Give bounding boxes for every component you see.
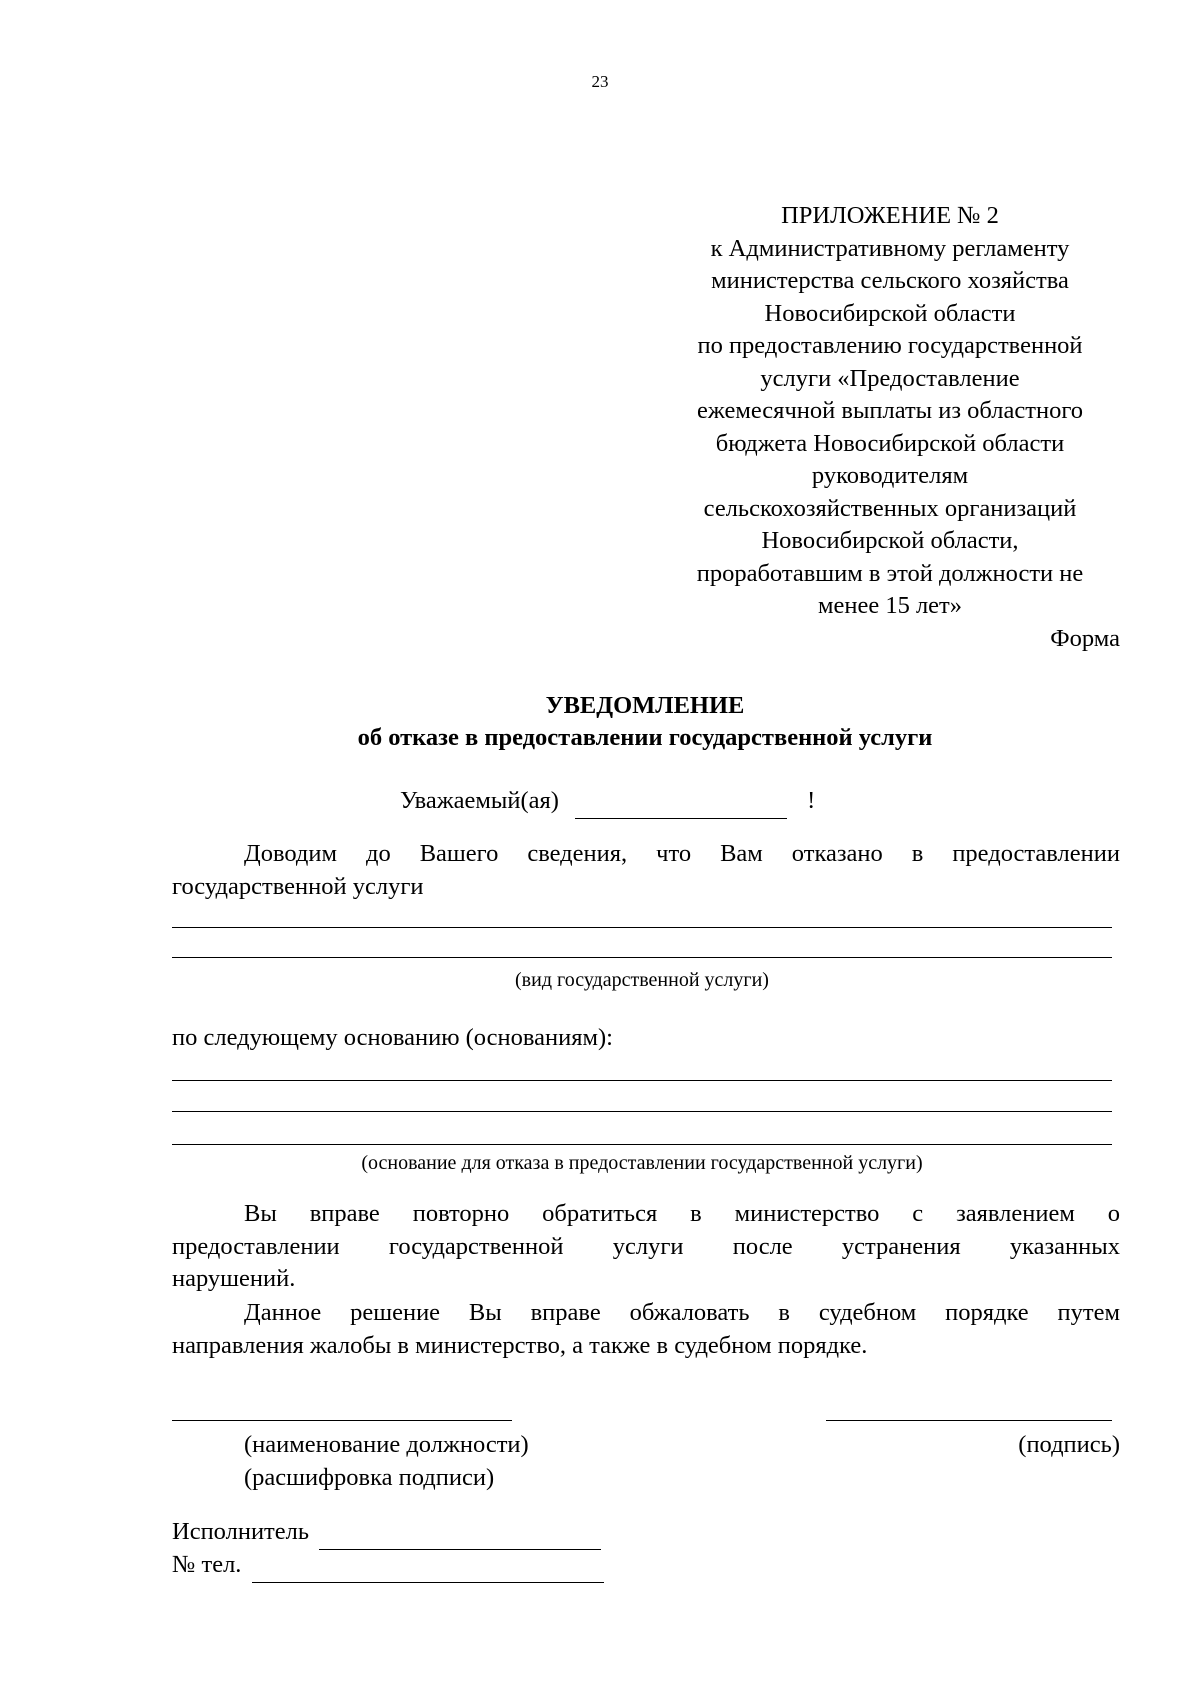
repeat-line-2: предоставлении государственной услуги после устранения указанных — [172, 1232, 1120, 1260]
executor-label: Исполнитель — [172, 1518, 310, 1545]
appendix-line: министерства сельского хозяйства — [711, 267, 1069, 294]
notice-title: УВЕДОМЛЕНИЕ — [545, 692, 745, 719]
signature-label: (подпись) — [1018, 1431, 1120, 1458]
service-caption: (вид государственной услуги) — [515, 969, 769, 991]
notice-line-1: Доводим до Вашего сведения, что Вам отказано в предоставлении — [244, 840, 1120, 867]
reason-blank-line-3 — [172, 1144, 1112, 1145]
appendix-line: Новосибирской области — [764, 299, 1016, 327]
appendix-line: ежемесячной выплаты из областного — [696, 397, 1084, 424]
appendix-line: услуги «Предоставление — [760, 364, 1020, 392]
appendix-line: руководителям — [811, 462, 969, 489]
appendix-line: сельскохозяйственных организаций — [703, 494, 1077, 522]
phone-blank — [252, 1549, 604, 1583]
greeting — [400, 785, 900, 819]
reason-label: по следующему основанию (основаниям): — [172, 1024, 613, 1051]
notice-subtitle: об отказе в предоставлении государственной услуги — [357, 724, 933, 751]
position-signature-line — [172, 1420, 512, 1421]
position-label: (наименование должности) — [244, 1431, 529, 1458]
phone-row — [172, 1549, 1120, 1583]
executor-blank — [319, 1516, 601, 1550]
appendix-line: по предоставлению государственной — [697, 332, 1083, 359]
appendix-title: ПРИЛОЖЕНИЕ № 2 — [781, 202, 999, 229]
appeal-line-1: Данное решение Вы вправе обжаловать в судебном порядке путем — [244, 1299, 1120, 1326]
reason-blank-line-1 — [172, 1080, 1112, 1081]
appendix-line: Новосибирской области, — [761, 527, 1019, 554]
reason-blank-line-2 — [172, 1111, 1112, 1112]
appendix-line: к Административному регламенту — [710, 234, 1070, 262]
greeting-end: ! — [807, 787, 816, 814]
decoding-label: (расшифровка подписи) — [244, 1464, 495, 1491]
service-blank-line-2 — [172, 957, 1112, 958]
page-number: 23 — [591, 72, 609, 91]
notice-line-2: государственной услуги — [172, 872, 424, 900]
executor-row — [172, 1516, 1120, 1550]
appeal-line-2: направления жалобы в министерство, а также в судебном порядке. — [172, 1331, 868, 1359]
notice-title-block — [170, 690, 1120, 754]
repeat-line-3: нарушений. — [172, 1265, 296, 1292]
appendix-line: проработавшим в этой должности не — [696, 559, 1084, 587]
phone-label: № тел. — [172, 1551, 242, 1578]
appendix-line: бюджета Новосибирской области — [715, 429, 1065, 457]
notice-paragraph — [172, 838, 1120, 903]
service-blank-line-1 — [172, 927, 1112, 928]
signature-line — [826, 1420, 1112, 1421]
repeat-paragraph — [172, 1198, 1120, 1296]
appendix-header — [660, 200, 1120, 655]
addressee-blank — [575, 785, 787, 819]
greeting-text: Уважаемый(ая) — [400, 787, 559, 814]
form-label: Форма — [1050, 624, 1120, 652]
reason-caption: (основание для отказа в предоставлении государственной услуги) — [361, 1152, 923, 1174]
appendix-line: менее 15 лет» — [817, 592, 963, 619]
repeat-line-1: Вы вправе повторно обратиться в министерство с заявлением о — [244, 1200, 1120, 1227]
appeal-paragraph — [172, 1297, 1120, 1362]
